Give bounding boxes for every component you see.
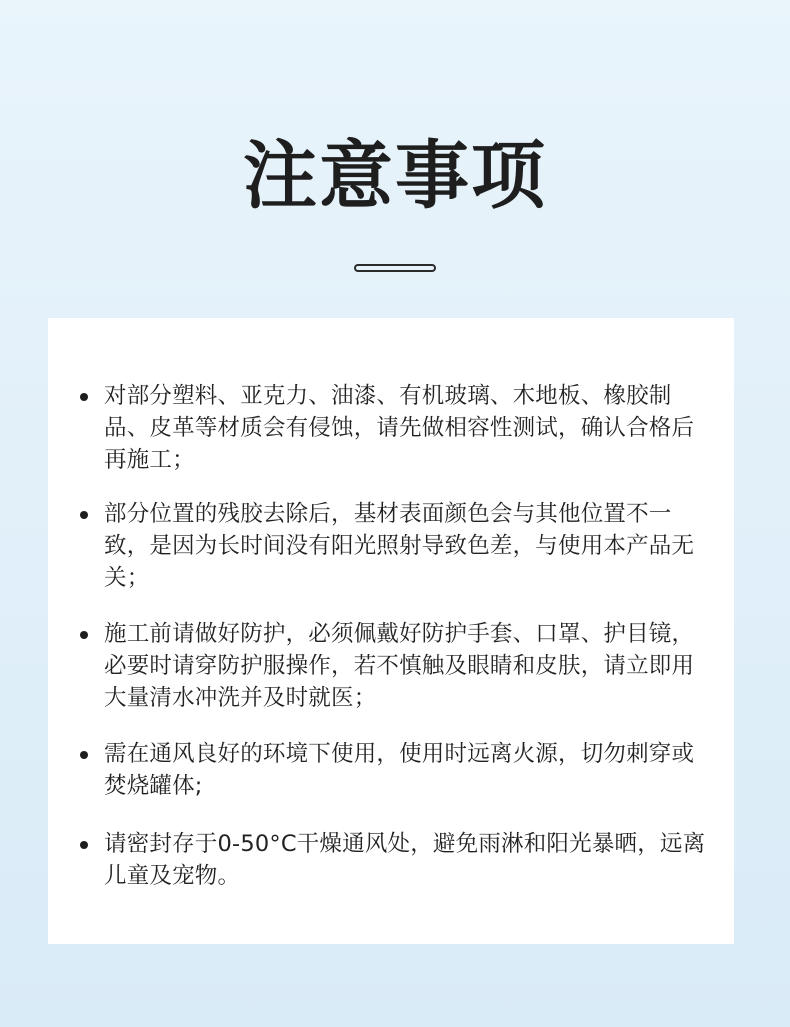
bullet-icon: [80, 841, 88, 849]
bullet-icon: [80, 511, 88, 519]
item-text: 施工前请做好防护，必须佩戴好防护手套、口罩、护目镜，必要时请穿防护服操作，若不慎触及眼睛和皮肤，请立即用大量清水冲洗并及时就医；: [104, 621, 695, 711]
notice-card: [48, 318, 734, 944]
list-item: [104, 738, 706, 802]
title-divider: [354, 264, 436, 272]
item-text: 需在通风良好的环境下使用，使用时远离火源，切勿刺穿或焚烧罐体;: [104, 741, 695, 799]
list-item: [104, 498, 706, 594]
page-title: 注意事项: [243, 133, 547, 219]
list-item: [104, 618, 706, 714]
list-item: [104, 380, 706, 476]
item-text: 请密封存于0-50°C干燥通风处，避免雨淋和阳光暴晒，远离儿童及宠物。: [104, 831, 706, 889]
bullet-icon: [80, 631, 88, 639]
bullet-icon: [80, 751, 88, 759]
list-item: [104, 828, 706, 892]
item-text: 部分位置的残胶去除后，基材表面颜色会与其他位置不一致，是因为长时间没有阳光照射导致色差，与使用本产品无关；: [104, 501, 695, 591]
bullet-icon: [80, 393, 88, 401]
item-text: 对部分塑料、亚克力、油漆、有机玻璃、木地板、橡胶制品、皮革等材质会有侵蚀，请先做相容性测试，确认合格后再施工；: [104, 383, 695, 473]
